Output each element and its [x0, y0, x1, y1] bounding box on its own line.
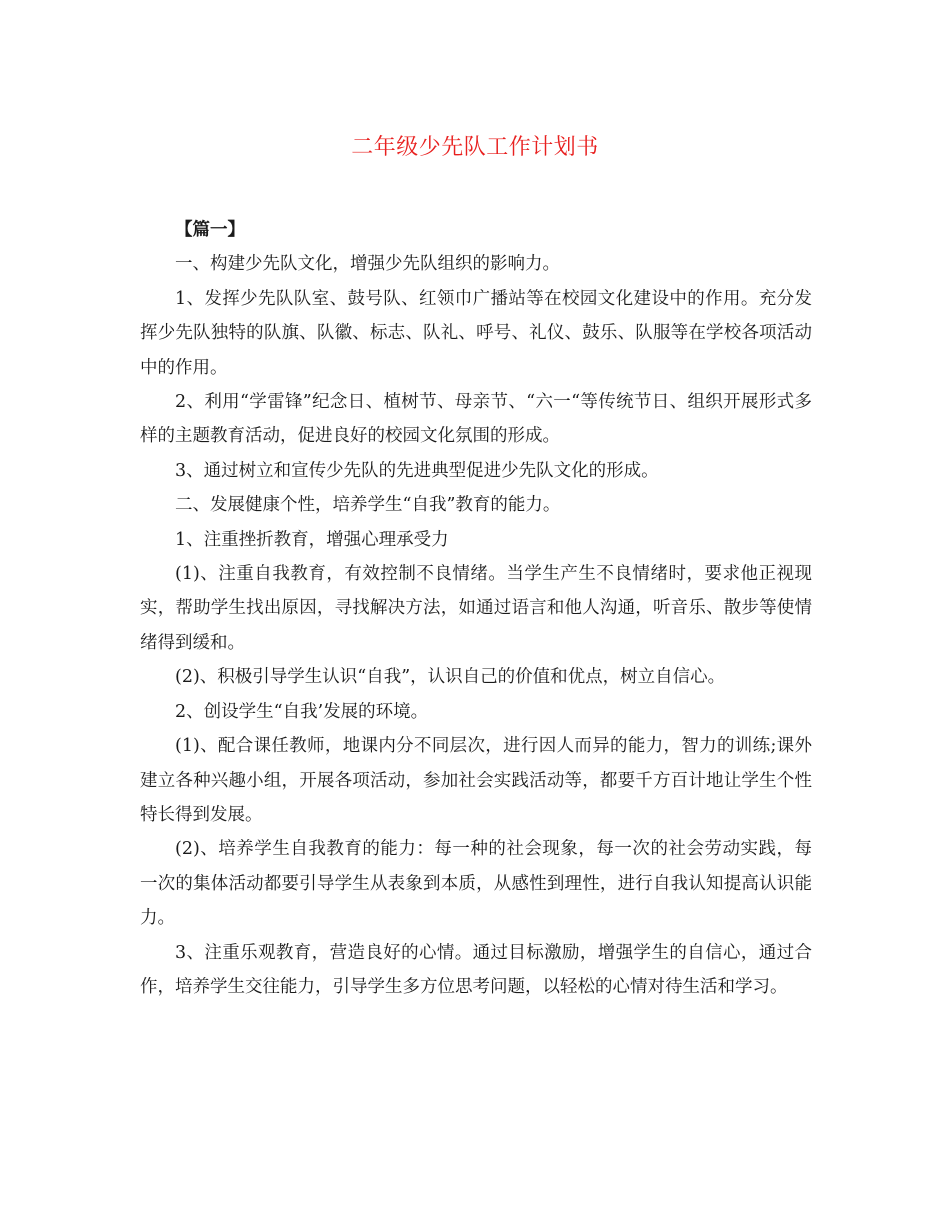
paragraph: 2、创设学生“自我’发展的环境。 — [175, 701, 429, 722]
paragraph: (1)、配合课任教师，地课内分不同层次，进行因人而异的能力，智力的训练;课外建立各种兴趣小组，开展各项活动，参加社会实践活动等，都要千方百计地让学生个性特长得到发展。 — [140, 736, 812, 825]
paragraph: 1、注重挫折教育，增强心理承受力 — [175, 529, 449, 550]
paragraph: (1)、注重自我教育，有效控制不良情绪。当学生产生不良情绪时，要求他正视现实，帮助学生找出原因，寻找解决方法，如通过语言和他人沟通，听音乐、散步等使情绪得到缓和。 — [140, 564, 812, 653]
heading-2: 二、发展健康个性，培养学生“自我”教育的能力。 — [175, 495, 561, 516]
section-label: 【篇一】 — [175, 220, 245, 240]
document-title: 二年级少先队工作计划书 — [351, 135, 599, 160]
paragraph: 3、注重乐观教育，营造良好的心情。通过目标激励，增强学生的自信心，通过合作，培养学生交往能力，引导学生多方位思考问题，以轻松的心情对待生活和学习。 — [140, 942, 812, 997]
paragraph: (2)、培养学生自我教育的能力：每一种的社会现象，每一次的社会劳动实践，每一次的集体活动都要引导学生从表象到本质，从感性到理性，进行自我认知提高认识能力。 — [140, 839, 812, 929]
paragraph: 2、利用“学雷锋”纪念日、植树节、母亲节、“六一“等传统节日、组织开展形式多样的主题教育活动，促进良好的校园文化氛围的形成。 — [140, 392, 812, 447]
heading-1: 一、构建少先队文化，增强少先队组织的影响力。 — [175, 254, 560, 275]
paragraph: 1、发挥少先队队室、鼓号队、红领巾广播站等在校园文化建设中的作用。充分发挥少先队独特的队旗、队徽、标志、队礼、呼号、礼仪、鼓乐、队服等在学校各项活动中的作用。 — [140, 288, 812, 378]
paragraph: 3、通过树立和宣传少先队的先进典型促进少先队文化的形成。 — [175, 460, 659, 481]
document-body — [140, 213, 812, 1004]
paragraph: (2)、积极引导学生认识“自我”，认识自己的价值和优点，树立自信心。 — [175, 667, 726, 688]
